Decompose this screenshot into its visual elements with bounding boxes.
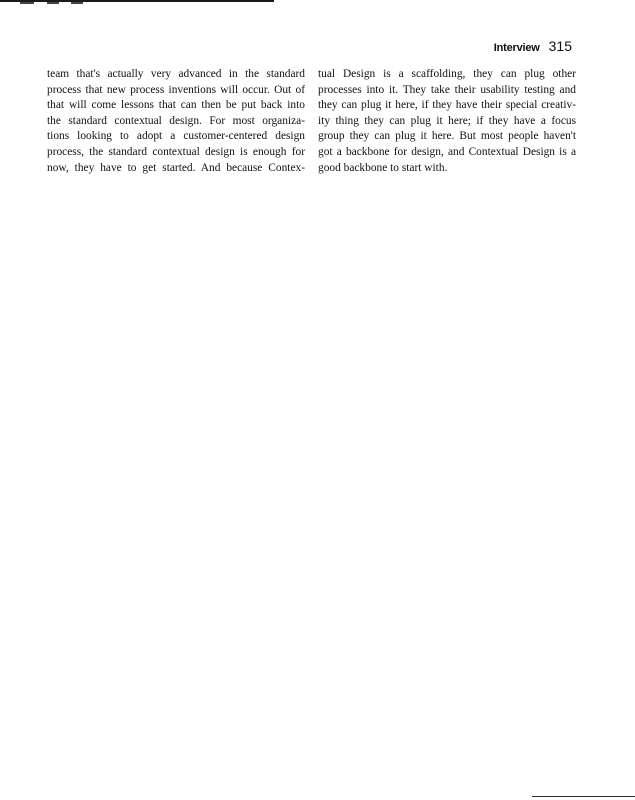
running-head bbox=[494, 38, 572, 54]
text-line: ity thing they can plug it here; if they have a focus bbox=[318, 114, 576, 127]
text-line: process that new process inventions will occur. Out of bbox=[47, 83, 305, 96]
text-line: the standard contextual design. For most organiza- bbox=[47, 114, 305, 127]
text-line: now, they have to get started. And because Contex- bbox=[47, 161, 305, 174]
section-title: Interview bbox=[493, 42, 540, 54]
top-rule-dash bbox=[71, 2, 83, 4]
text-line: processes into it. They take their usability testing and bbox=[318, 83, 576, 96]
page-number: 315 bbox=[548, 38, 572, 54]
text-line: got a backbone for design, and Contextual Design is a bbox=[318, 145, 576, 158]
text-line: tions looking to adopt a customer-centered design bbox=[47, 130, 305, 143]
text-line: they can plug it here, if they have their special creativ- bbox=[318, 99, 576, 112]
left-column bbox=[47, 67, 305, 176]
text-line: that will come lessons that can then be put back into bbox=[47, 99, 305, 112]
text-line: group they can plug it here. But most people haven't bbox=[318, 130, 576, 143]
top-rule-dash bbox=[47, 2, 59, 4]
right-column bbox=[318, 67, 576, 176]
text-line: good backbone to start with. bbox=[318, 161, 448, 174]
text-line: process, the standard contextual design is enough for bbox=[47, 145, 305, 158]
bottom-rule bbox=[532, 796, 635, 797]
top-rule-dash bbox=[20, 2, 34, 4]
top-rule bbox=[0, 0, 274, 2]
text-line: tual Design is a scaffolding, they can plug other bbox=[318, 68, 576, 80]
text-line: team that's actually very advanced in the standard bbox=[47, 68, 305, 80]
